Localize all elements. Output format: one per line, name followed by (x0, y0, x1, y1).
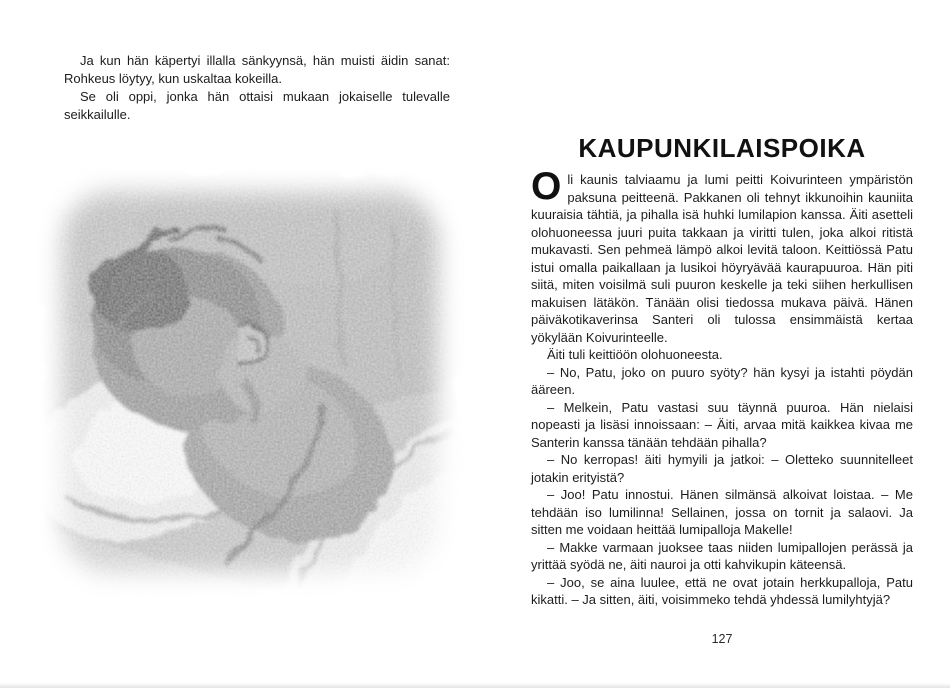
chapter-title: KAUPUNKILAISPOIKA (578, 133, 866, 164)
opening-paragraph (531, 165, 913, 346)
left-page-text (64, 52, 450, 124)
right-page-text (531, 165, 913, 609)
opening-paragraph-text: li kaunis talviaamu ja lumi peitti Koivurinteen ympäristön paksuna peitteenä. Pakkanen oli tehnyt ikkunoihin kauniita kuuraisia tähtiä, ja pihalla isä huhki lumilapion kanssa. Äiti asetteli olohuoneessa juuri puita takkaan ja viritti tulen, joka alkoi ritistä mukavasti. Sen pehmeä lämpö alkoi levitä taloon. Keittiössä Patu istui omalla paikallaan ja lusikoi höyryävää kaurapuuroa. Hän piti siitä, miten voisilmä suli puuron keskelle ja teki siihen herkullisen makuisen lätäkön. Tänään olisi tiedossa mukava päivä. Hänen päiväkotikaverinsa Santeri oli tulossa ensimmäistä kertaa yökylään Koivurinteelle. (531, 172, 913, 345)
page-edge (0, 683, 950, 688)
sleeping-child-illustration (36, 168, 464, 598)
left-paragraph: Se oli oppi, jonka hän ottaisi mukaan jokaiselle tulevalle seikkailulle. (64, 89, 450, 122)
dialogue-paragraph: – Joo, se aina luulee, että ne ovat jotain herkkupalloja, Patu kikatti. – Ja sitten, äiti, voisimmeko tehdä yhdessä lumilyhtyjä? (531, 574, 913, 607)
pencil-sketch-svg (36, 168, 464, 598)
dialogue-paragraph: – No kerropas! äiti hymyili ja jatkoi: – Oletteko suunnitelleet jotakin erityistä? (531, 452, 913, 485)
page-number: 127 (711, 632, 733, 646)
body-paragraph: Äiti tuli keittiöön olohuoneesta. (547, 347, 723, 362)
dialogue-paragraph: – Makke varmaan juoksee taas niiden lumipallojen perässä ja yrittää syödä ne, äiti nauroi ja otti kahvikupin käteensä. (531, 539, 913, 572)
left-paragraph: Ja kun hän käpertyi illalla sänkyynsä, hän muisti äidin sanat: Rohkeus löytyy, kun uskaltaa kokeilla. (64, 53, 450, 86)
dialogue-paragraph: – No, Patu, joko on puuro syöty? hän kysyi ja istahti pöydän ääreen. (531, 364, 913, 397)
dialogue-paragraph: – Melkein, Patu vastasi suu täynnä puuroa. Hän nielaisi nopeasti ja lisäsi innoissaan: – Äiti, arvaa mitä kaikkea kivaa me Santerin kanssa tänään tehdään pihalla? (531, 399, 913, 450)
dialogue-paragraph: – Joo! Patu innostui. Hänen silmänsä alkoivat loistaa. – Me tehdään iso lumilinna! Sellainen, jossa on tornit ja salaovi. Ja sitten me voidaan heittää lumipalloja Makelle! (531, 487, 913, 537)
drop-cap: O (531, 165, 562, 208)
